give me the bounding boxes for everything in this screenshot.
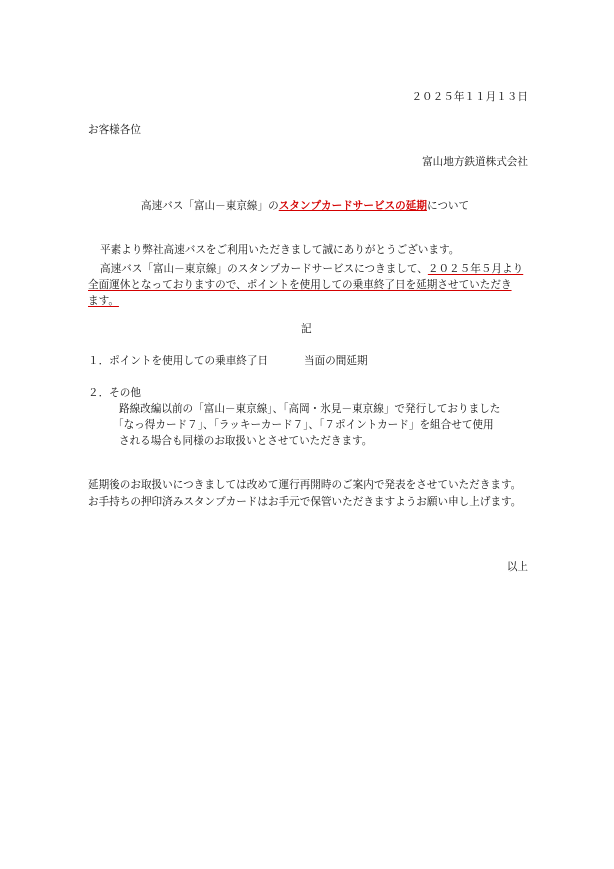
- closing-line-2: お手持ちの押印済みスタンプカードはお手元で保管いただきますようお願い申し上げます。: [88, 496, 522, 508]
- document-date: ２０２５年１１月１３日: [411, 91, 528, 103]
- item-1-value: 当面の間延期: [304, 355, 368, 367]
- item-2-line-3: される場合も同様のお取扱いとさせていただきます。: [119, 435, 373, 447]
- intro-line-1: 平素より弊社高速バスをご利用いただきまして誠にありがとうございます。: [100, 244, 460, 256]
- ki-heading: 記: [301, 323, 312, 335]
- intro-line-2: [100, 262, 523, 276]
- item-2-line-2: 「なっ得カード７」、「ラッキーカード７」、「７ポイントカード」を組合せて使用: [113, 419, 494, 431]
- intro-line-2-plain: 高速バス「富山－東京線」のスタンプカードサービスにつきまして、: [100, 263, 428, 275]
- intro-line-4: ます。: [88, 295, 119, 307]
- closing-line-1: 延期後のお取扱いにつきましては改めて運行再開時のご案内で発表をさせていただきます。: [88, 479, 522, 491]
- title-prefix: 高速バス「富山－東京線」の: [141, 200, 279, 212]
- recipient: お客様各位: [88, 124, 141, 136]
- intro-line-3: 全面運休となっておりますので、ポイントを使用しての乗車終了日を延期させていただき: [88, 279, 512, 291]
- title-highlight: スタンプカードサービスの延期: [278, 200, 427, 212]
- sender-company: 富山地方鉄道株式会社: [422, 156, 528, 168]
- ijo-closing: 以上: [506, 561, 528, 573]
- item-2-label: ２．その他: [88, 387, 141, 399]
- notice-title: [141, 199, 469, 213]
- title-suffix: について: [426, 200, 470, 212]
- intro-line-2-underlined: ２０２５年５月より: [427, 263, 524, 275]
- item-1-label: １．ポイントを使用しての乗車終了日: [88, 355, 269, 367]
- item-2-line-1: 路線改編以前の「富山－東京線」、「高岡・氷見－東京線」で発行しておりました: [119, 403, 501, 415]
